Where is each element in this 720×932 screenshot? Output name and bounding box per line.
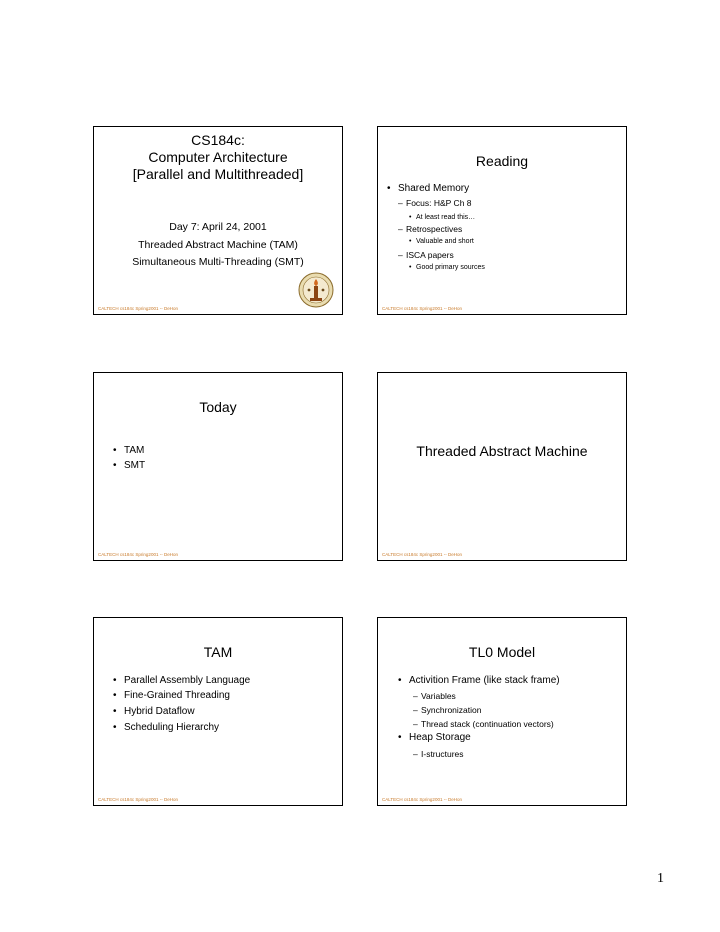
slide-footer: CALTECH cs184c Spring2001 -- DeHon bbox=[382, 797, 462, 802]
slide-footer: CALTECH cs184c Spring2001 -- DeHon bbox=[98, 306, 178, 311]
slide-6 bbox=[377, 617, 627, 806]
bullet-fine-grained: • Fine-Grained Threading bbox=[124, 690, 230, 701]
slide-footer: CALTECH cs184c Spring2001 -- DeHon bbox=[382, 306, 462, 311]
sub-bullet-synchronization: – Synchronization bbox=[421, 705, 481, 715]
slide-title bbox=[94, 132, 342, 183]
sub-bullet-retrospectives: – Retrospectives bbox=[406, 224, 462, 234]
page-number: 1 bbox=[657, 871, 664, 886]
title-line-1: CS184c: bbox=[191, 132, 245, 148]
bullet-parallel-assembly: • Parallel Assembly Language bbox=[124, 675, 250, 686]
slide-3 bbox=[93, 372, 343, 561]
bullet-shared-memory: • Shared Memory bbox=[398, 183, 469, 194]
sub-bullet-focus: – Focus: H&P Ch 8 bbox=[406, 198, 472, 208]
bullet-smt: • SMT bbox=[124, 460, 145, 471]
slide-1 bbox=[93, 126, 343, 315]
slide-footer: CALTECH cs184c Spring2001 -- DeHon bbox=[382, 552, 462, 557]
day-label: Day 7: April 24, 2001 bbox=[169, 221, 267, 233]
topic-tam: Threaded Abstract Machine (TAM) bbox=[138, 239, 298, 251]
sub-sub-bullet-at-least: • At least read this… bbox=[416, 214, 475, 221]
sub-sub-bullet-valuable: • Valuable and short bbox=[416, 238, 474, 245]
topic-smt: Simultaneous Multi-Threading (SMT) bbox=[132, 256, 304, 268]
slide-4 bbox=[377, 372, 627, 561]
sub-bullet-i-structures: – I-structures bbox=[421, 749, 464, 759]
bullet-hybrid-dataflow: • Hybrid Dataflow bbox=[124, 706, 195, 717]
slide-5 bbox=[93, 617, 343, 806]
slide-title: Today bbox=[199, 399, 237, 415]
bullet-activation-frame: • Activition Frame (like stack frame) bbox=[409, 675, 560, 686]
slide-title: TL0 Model bbox=[468, 644, 536, 660]
sub-bullet-variables: – Variables bbox=[421, 691, 456, 701]
slide-title: Threaded Abstract Machine bbox=[416, 443, 588, 459]
caltech-seal-icon bbox=[298, 272, 334, 308]
bullet-scheduling: • Scheduling Hierarchy bbox=[124, 722, 219, 733]
bullet-heap-storage: • Heap Storage bbox=[409, 732, 471, 743]
sub-sub-bullet-good-sources: • Good primary sources bbox=[416, 264, 485, 271]
slide-title: TAM bbox=[203, 644, 233, 660]
title-line-2: Computer Architecture bbox=[148, 149, 288, 165]
slide-footer: CALTECH cs184c Spring2001 -- DeHon bbox=[98, 797, 178, 802]
slide-footer: CALTECH cs184c Spring2001 -- DeHon bbox=[98, 552, 178, 557]
slide-2 bbox=[377, 126, 627, 315]
sub-bullet-thread-stack: – Thread stack (continuation vectors) bbox=[421, 719, 554, 729]
title-line-3: [Parallel and Multithreaded] bbox=[132, 166, 304, 182]
sub-bullet-isca: – ISCA papers bbox=[406, 250, 454, 260]
bullet-tam: • TAM bbox=[124, 445, 144, 456]
slide-title: Reading bbox=[475, 153, 529, 169]
